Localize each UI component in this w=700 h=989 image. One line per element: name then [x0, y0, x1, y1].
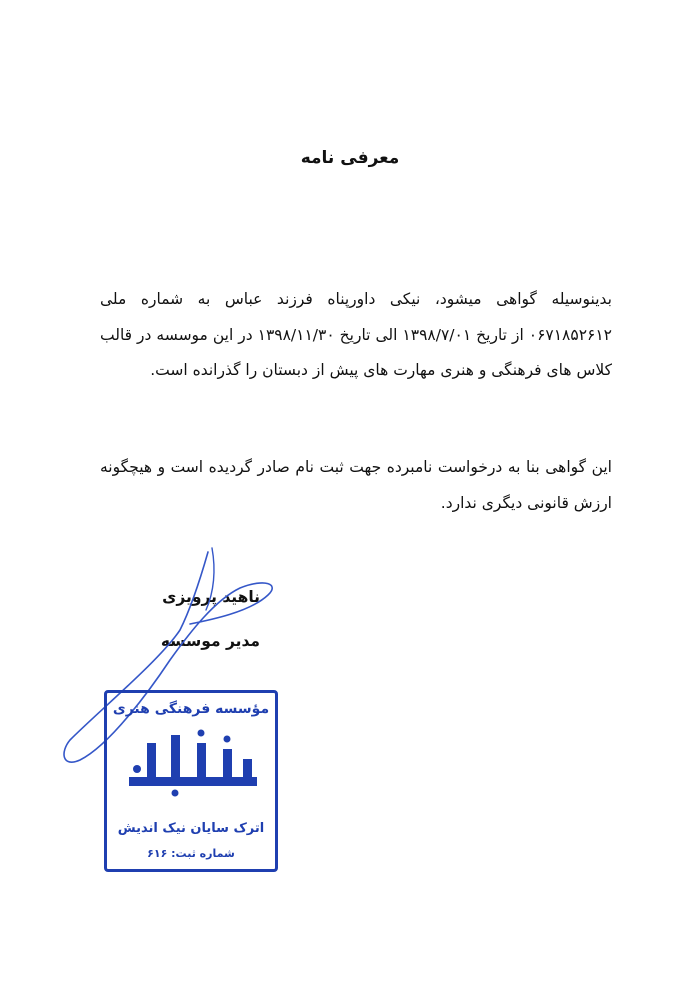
letter-body-paragraph: بدینوسیله گواهی میشود، نیکی داورپناه فرزند عباس به شماره ملی ۰۶۷۱۸۵۲۶۱۲ از تاریخ ۱۳۹۸/۷/۰۱ الی تاریخ ۱۳۹۸/۱۱/۳۰ در این موسسه در قالب کلاس های فرهنگی و هنری مهارت های پیش از دبستان را گذرانده است. [100, 290, 613, 379]
stamp-top-text: مؤسسه فرهنگی هنری [112, 701, 270, 717]
signatory-name: ناهید پرویزی [162, 588, 260, 606]
stamp-registration: شماره ثبت: ۶۱۶ [147, 847, 235, 860]
signatory-role: مدیر موسسه [160, 632, 260, 650]
stamp-bottom-text: اترک سایان نیک اندیش [117, 821, 265, 836]
letter-disclaimer-paragraph: این گواهی بنا به درخواست نامبرده جهت ثبت نام صادر گردیده است و هیچگونه ارزش قانونی دیگری ندارد. [100, 458, 612, 512]
organization-stamp [104, 690, 278, 872]
letter-title: معرفی نامه [300, 148, 400, 168]
stamp-logo [125, 729, 261, 799]
